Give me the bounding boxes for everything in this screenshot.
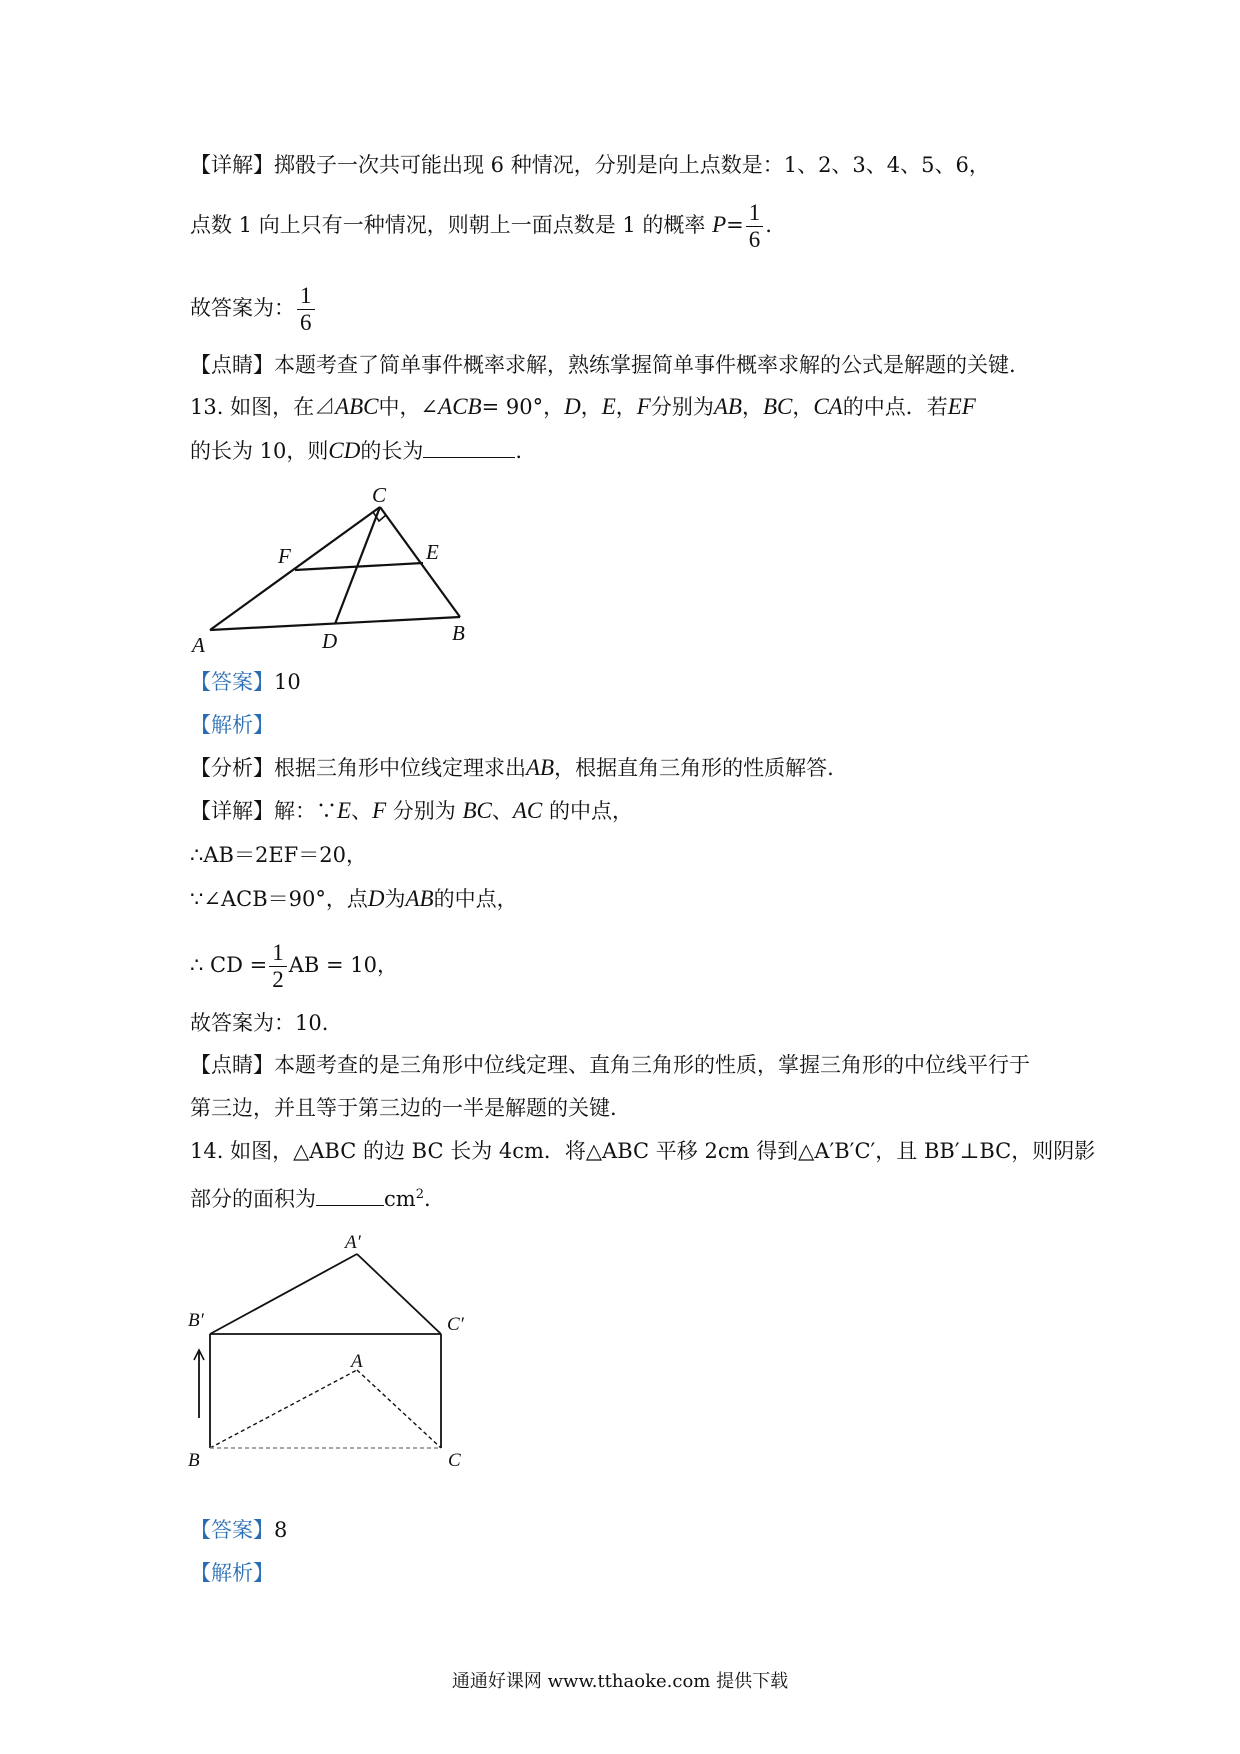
label-d: D	[322, 629, 338, 653]
q13-step4: ∴ CD = $\frac{1}{2}$ AB = 10，	[190, 940, 398, 992]
q13-analysis-tag: 【解析】	[190, 713, 274, 737]
probability-fraction: $\frac{1}{6}$	[746, 200, 764, 253]
q13-detail: 【详解】解：∵E、F 分别为 BC、AC 的中点，	[190, 798, 633, 823]
p12-comment: 【点睛】本题考查了简单事件概率求解，熟练掌握简单事件概率求解的公式是解题的关键.	[190, 353, 1016, 377]
q13-comment-1: 【点睛】本题考查的是三角形中位线定理、直角三角形的性质，掌握三角形的中位线平行于	[190, 1053, 1030, 1077]
probability-variable: P	[712, 212, 727, 237]
q13-triangle-figure	[190, 480, 480, 655]
q13-step2: ∴AB＝2EF＝20，	[190, 843, 367, 867]
q13-comment-2: 第三边，并且等于第三边的一半是解题的关键.	[190, 1096, 617, 1120]
label-b-prime: B′	[188, 1310, 204, 1331]
label-a: A	[351, 1351, 363, 1372]
answer-blank	[316, 1183, 384, 1206]
answer-blank	[423, 435, 515, 458]
q13-answer-line: 故答案为：10.	[190, 1011, 329, 1035]
label-f: F	[278, 544, 291, 568]
label-b: B	[452, 621, 465, 645]
side-b1a1	[210, 1254, 357, 1334]
q14-analysis-tag: 【解析】	[190, 1561, 274, 1585]
side-ac	[210, 507, 380, 630]
label-b: B	[188, 1450, 200, 1471]
label-a: A	[192, 633, 205, 655]
label-c: C	[448, 1450, 461, 1471]
side-ba-dashed	[210, 1370, 357, 1448]
p12-detail-line2: 点数 1 向上只有一种情况，则朝上一面点数是 1 的概率 P= $\frac{1}{6}$ .	[190, 200, 772, 252]
q13-stem-line1: 13. 如图，在⊿ABC中，∠ACB= 90°，D，E，F分别为AB，BC，CA的中点．若EF	[190, 394, 976, 419]
q14-stem-line1: 14. 如图，△ABC 的边 BC 长为 4cm．将△ABC 平移 2cm 得到△A′B′C′，且 BB′⊥BC，则阴影	[190, 1139, 1096, 1163]
label-c-prime: C′	[447, 1314, 464, 1335]
q14-stem-line2: 部分的面积为 $cm^2$.	[190, 1180, 431, 1214]
q14-translation-figure	[185, 1222, 475, 1472]
p12-answer-line: 故答案为： $\frac{1}{6}$	[190, 283, 317, 336]
label-e: E	[426, 540, 439, 564]
label-a-prime: A′	[345, 1232, 361, 1253]
p12-detail-line1: 【详解】掷骰子一次共可能出现 6 种情况，分别是向上点数是：1、2、3、4、5、6，	[190, 153, 990, 177]
q13-step3: ∵∠ACB＝90°，点D为AB的中点，	[190, 886, 518, 911]
q13-answer: 【答案】10	[190, 670, 301, 694]
answer-fraction: $\frac{1}{6}$	[297, 283, 315, 336]
half-fraction: $\frac{1}{2}$	[269, 940, 287, 993]
page-footer: 通通好课网 www.tthaoke.com 提供下载	[451, 1671, 789, 1692]
side-bc	[380, 507, 460, 617]
side-a1c1	[357, 1254, 441, 1334]
q14-answer: 【答案】8	[190, 1518, 288, 1542]
label-c: C	[372, 483, 387, 507]
q13-stem-line2: 的长为 10，则CD的长为 .	[190, 435, 522, 466]
side-ac-dashed	[357, 1370, 441, 1448]
q13-analysis: 【分析】根据三角形中位线定理求出AB，根据直角三角形的性质解答.	[190, 755, 834, 780]
